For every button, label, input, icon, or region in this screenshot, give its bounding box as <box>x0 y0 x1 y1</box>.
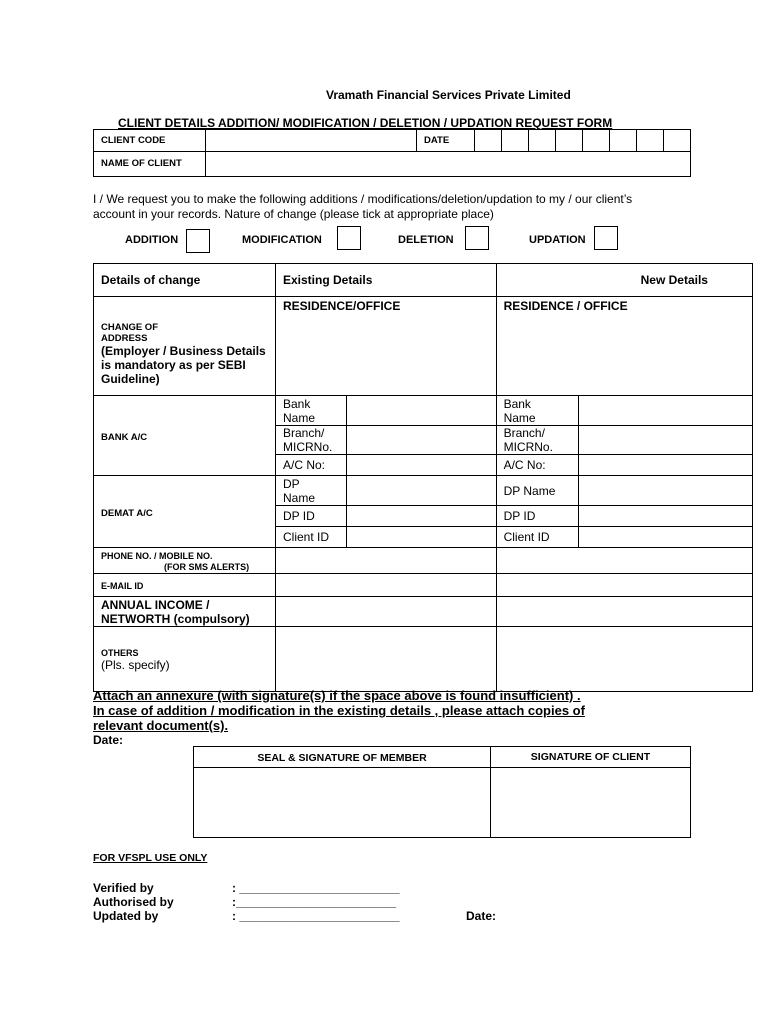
dp-name-new-field[interactable] <box>578 476 752 506</box>
demat-ac-label: DEMAT A/C <box>101 507 153 519</box>
client-id-existing-field[interactable] <box>347 527 497 548</box>
client-id-existing-label: Client ID <box>283 530 330 544</box>
branch-micr-new-label: Branch/ MICRNo. <box>503 426 553 454</box>
date-digit-box[interactable] <box>610 130 637 152</box>
client-code-label: CLIENT CODE <box>101 135 166 146</box>
email-new-field[interactable] <box>496 574 752 597</box>
request-line-2: account in your records. Nature of change (please tick at appropriate place) <box>93 207 494 221</box>
ac-no-new-label: A/C No: <box>503 458 546 472</box>
dp-id-existing-label: DP ID <box>283 509 315 523</box>
sms-label: (FOR SMS ALERTS) <box>164 562 250 572</box>
date-digit-box[interactable] <box>637 130 664 152</box>
request-line-1: I / We request you to make the following additions / modifications/deletion/updation to my / our client’s <box>93 192 633 206</box>
name-of-client-label: NAME OF CLIENT <box>101 158 182 169</box>
ac-no-existing-label: A/C No: <box>283 458 326 472</box>
annexure-date-label: Date: <box>93 733 124 747</box>
residence-new-label: RESIDENCE / OFFICE <box>503 299 628 313</box>
date-digit-box[interactable] <box>502 130 529 152</box>
option-addition-label: ADDITION <box>125 234 179 246</box>
annexure-line-1: Attach an annexure (with signature(s) if the space above is found insufficient) . <box>93 688 581 703</box>
residence-existing-label: RESIDENCE/OFFICE <box>283 299 401 313</box>
income-new-field[interactable] <box>496 597 752 627</box>
others-label: OTHERS <box>101 648 139 658</box>
dp-id-new-field[interactable] <box>578 506 752 527</box>
company-name: Vramath Financial Services Private Limited <box>326 88 571 102</box>
email-label: E-MAIL ID <box>101 581 144 591</box>
branch-micr-existing-label: Branch/ MICRNo. <box>283 426 333 454</box>
branch-micr-new-field[interactable] <box>578 426 752 455</box>
existing-address-field[interactable] <box>276 297 497 396</box>
annexure-note <box>93 688 585 748</box>
signature-table <box>193 746 691 838</box>
authorised-by-line[interactable]: :________________________ <box>232 895 397 909</box>
client-id-new-label: Client ID <box>503 530 550 544</box>
client-signature-field[interactable] <box>491 768 691 838</box>
bank-name-existing-label: Bank Name <box>283 397 316 425</box>
income-existing-field[interactable] <box>276 597 497 627</box>
updated-by-label: Updated by <box>93 909 159 923</box>
others-existing-field[interactable] <box>276 627 497 692</box>
dp-name-new-label: DP Name <box>503 483 556 498</box>
dp-name-existing-label: DP Name <box>283 477 316 505</box>
client-signature-label: SIGNATURE OF CLIENT <box>530 751 651 763</box>
option-updation-label: UPDATION <box>529 234 586 246</box>
bank-name-new-label: Bank Name <box>503 397 536 425</box>
office-use-heading: FOR VFSPL USE ONLY <box>93 852 208 864</box>
member-signature-field[interactable] <box>194 768 491 838</box>
col-existing-header: Existing Details <box>283 273 373 287</box>
ac-no-existing-field[interactable] <box>347 455 497 476</box>
form-title: CLIENT DETAILS ADDITION/ MODIFICATION / DELETION / UPDATION REQUEST FORM <box>118 116 613 130</box>
annexure-line-2: In case of addition / modification in the existing details , please attach copies of <box>93 703 585 718</box>
bank-ac-label: BANK A/C <box>101 431 148 443</box>
phone-label: PHONE NO. / MOBILE NO. <box>101 551 213 561</box>
income-label: ANNUAL INCOME / NETWORTH (compulsory) <box>101 598 250 626</box>
date-label: DATE <box>424 135 450 146</box>
verified-by-label: Verified by <box>93 881 154 895</box>
dp-name-existing-field[interactable] <box>347 476 497 506</box>
request-text <box>93 192 632 222</box>
addition-checkbox[interactable] <box>186 229 210 253</box>
option-modification-label: MODIFICATION <box>242 234 322 246</box>
change-address-note: (Employer / Business Details is mandatory as per SEBI Guideline) <box>101 344 266 386</box>
bank-name-new-field[interactable] <box>578 396 752 426</box>
others-specify-label: (Pls. specify) <box>101 658 170 672</box>
ac-no-new-field[interactable] <box>578 455 752 476</box>
client-header-table <box>93 129 691 177</box>
phone-existing-field[interactable] <box>276 548 497 574</box>
phone-new-field[interactable] <box>496 548 752 574</box>
modification-checkbox[interactable] <box>337 226 361 250</box>
date-digit-box[interactable] <box>664 130 691 152</box>
col-details-header: Details of change <box>101 273 201 287</box>
col-new-header: New Details <box>640 273 708 287</box>
date-digit-box[interactable] <box>556 130 583 152</box>
member-signature-label: SEAL & SIGNATURE OF MEMBER <box>257 752 427 764</box>
updation-checkbox[interactable] <box>594 226 618 250</box>
client-id-new-field[interactable] <box>578 527 752 548</box>
details-table <box>93 263 753 692</box>
others-new-field[interactable] <box>496 627 752 692</box>
date-digit-box[interactable] <box>529 130 556 152</box>
dp-id-new-label: DP ID <box>503 509 536 523</box>
email-existing-field[interactable] <box>276 574 497 597</box>
date-digit-box[interactable] <box>475 130 502 152</box>
office-lines <box>232 881 400 923</box>
branch-micr-existing-field[interactable] <box>347 426 497 455</box>
date-digit-box[interactable] <box>583 130 610 152</box>
authorised-by-label: Authorised by <box>93 895 174 909</box>
change-address-label: CHANGE OF ADDRESS <box>101 322 158 344</box>
client-code-field[interactable] <box>206 130 417 152</box>
deletion-checkbox[interactable] <box>465 226 489 250</box>
updated-by-line[interactable]: : ________________________ <box>232 909 400 923</box>
new-address-field[interactable] <box>496 297 752 396</box>
verified-by-line[interactable]: : ________________________ <box>232 881 400 895</box>
office-date-label: Date: <box>466 909 497 923</box>
name-of-client-field[interactable] <box>206 152 691 177</box>
bank-name-existing-field[interactable] <box>347 396 497 426</box>
annexure-line-3: relevant document(s). <box>93 718 229 733</box>
option-deletion-label: DELETION <box>398 234 454 246</box>
dp-id-existing-field[interactable] <box>347 506 497 527</box>
office-labels <box>93 881 174 923</box>
